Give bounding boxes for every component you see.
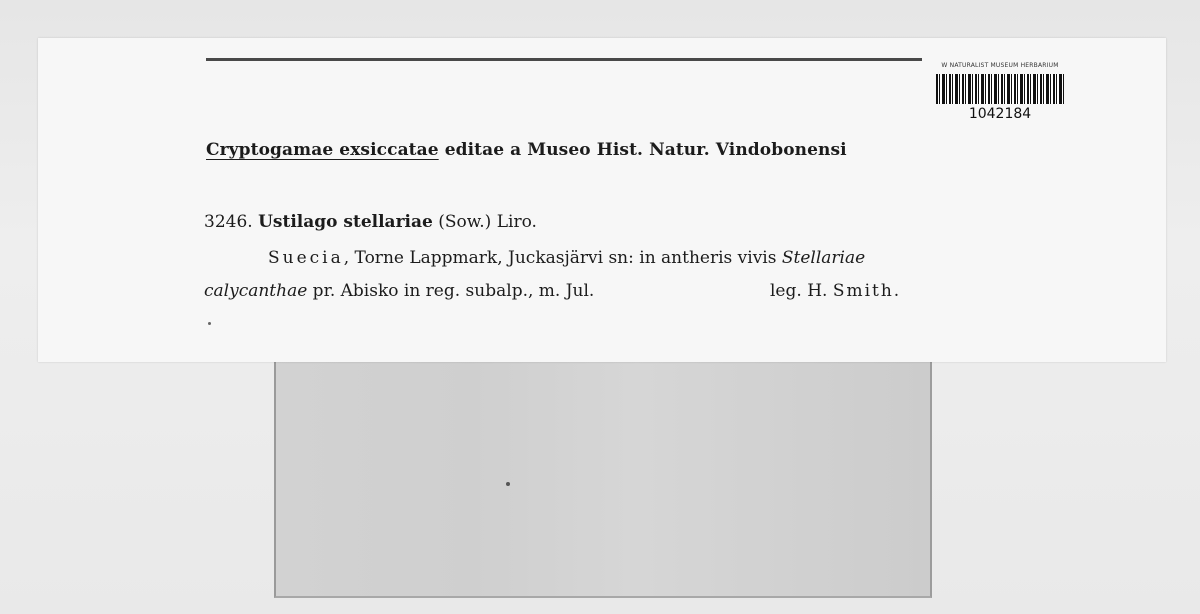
author-parenthetical: (Sow.): [438, 212, 492, 232]
specimen-fragment: [506, 482, 510, 486]
locality-line-1: [268, 248, 865, 268]
top-rule: [206, 58, 922, 61]
series-title-rest: editae a Museo Hist. Natur. Vindobonensi: [438, 140, 847, 160]
exsiccata-label: [38, 38, 1166, 362]
series-title: [206, 140, 847, 160]
host-epithet: calycanthae: [204, 281, 308, 301]
country: Suecia: [268, 248, 344, 268]
collector: [770, 281, 901, 301]
entry-heading: [204, 212, 537, 232]
barcode-sticker: [932, 62, 1068, 126]
barcode-caption: W NATURALIST MUSEUM HERBARIUM: [941, 62, 1059, 69]
locality-line-2: [204, 281, 594, 301]
locality-text-1: , Torne Lappmark, Juckasjärvi sn: in antheris vivis: [343, 248, 782, 268]
host-genus: Stellariae: [781, 248, 866, 268]
ink-dot: [208, 322, 211, 325]
entry-number: 3246.: [204, 212, 253, 232]
collector-name: Smith.: [832, 281, 902, 301]
series-title-underlined: Cryptogamae exsiccatae: [206, 140, 439, 160]
barcode-icon: [936, 74, 1064, 104]
author-name: Liro.: [496, 212, 537, 232]
locality-text-2: pr. Abisko in reg. subalp., m. Jul.: [307, 281, 595, 301]
species-name: Ustilago stellariae: [258, 212, 433, 232]
specimen-packet: [274, 362, 932, 598]
collector-prefix: leg. H.: [770, 281, 833, 301]
barcode-number: 1042184: [968, 106, 1032, 122]
